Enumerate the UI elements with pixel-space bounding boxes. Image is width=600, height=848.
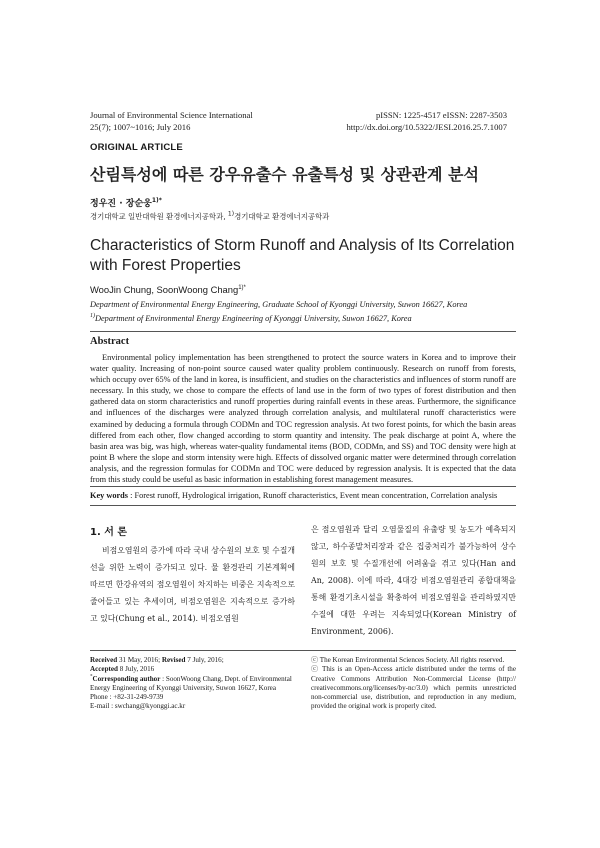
revised-label: Revised — [161, 656, 186, 664]
footnote-divider — [90, 650, 516, 651]
authors-english — [90, 284, 246, 295]
section-1-left-column: 비점오염원의 증가에 따라 국내 상수원의 보호 및 수질개선을 위한 노력이 증가되고 있다. 물 환경관리 기본계획에 따르면 한강유역의 점오염원이 차지하는 비중은 지속적으로 줄어들고 있는 추세이며, 비점오염원은 지속적으로 증가하고 있다(Chung et al., 2014). 비점오염원 — [90, 546, 295, 623]
accepted-line — [90, 665, 295, 674]
issn: pISSN: 1225-4517 eISSN: 2287-3503 — [375, 110, 507, 120]
affiliation-english-2 — [90, 314, 520, 323]
footnote-license — [311, 656, 516, 712]
received-date: 31 May, 2016; — [117, 656, 162, 664]
corresponding-text: : SoonWoong Chang, Dept. of Environmental Energy Engineering of Kyonggi University, Suwon 16627, Korea — [90, 674, 292, 692]
authors-korean-mark: 1)* — [151, 197, 162, 204]
authors-korean — [90, 196, 162, 209]
abstract-text: Environmental policy implementation has been strengthened to protect the source waters in Korea and to improve their water quality. Increasing of non-point source caused water quality problem continuously. Research on runoff from forests, which occupy over 65% of the land in korea, is insufficient, and studies on the characteristics and influences of storm runoff are necessary. In this study, we chose to compare the effects of land use in the form of two types of forest distribution and then gathered data on storm characteristics and runoff properties during rainfall events in these areas. Furthermore, the significance and influences of the discharges were analyzed through correlation analysis, and multilateral runoff characteristics were examined by deducing a formula through CODMn and TOC regression analysis. At two forest points, for which the basin areas differed from each other, flow changed according to storm quantity and intensity. The peak discharge at point A, where the basin area was big, was high, whereas water-quality fundamental items (BOD, CODMn, and SS) and TOC density were high at point B where the slope and storm intensity were high. Effects of dissolved organic matter were determined through correlation analysis, and the regression formulas for CODMn and TOC were deduced by regression analysis. It is expected that the data from this study could be useful as basic information in establishing forest management measures. — [90, 353, 516, 485]
email[interactable]: E-mail : swchang@kyonggi.ac.kr — [90, 702, 186, 711]
phone: Phone : +82-31-249-9739 — [90, 693, 164, 702]
accepted-label: Accepted — [90, 665, 118, 674]
license-notice: ⓒ This is an Open-Access article distributed under the terms of the Creative Commons Attribution Non-Commercial License (http:// creativecommons.org/licenses/by-nc/3.0) which permits unrestricted non-commercial use, distribution, and reproduction in any medium, provided the original work is properly cited. — [311, 665, 516, 711]
keywords-bottom-divider — [90, 505, 516, 506]
keywords — [90, 491, 516, 500]
section-1-heading: 1. 서 론 — [90, 527, 128, 538]
authors-english-names: WooJin Chung, SoonWoong Chang — [90, 284, 239, 295]
affiliation-english-1 — [90, 300, 520, 309]
corresponding-label: Corresponding author — [92, 674, 161, 683]
corresponding-mark: * — [90, 674, 93, 680]
affiliation-korean-mark: 1) — [227, 210, 235, 218]
abstract-heading: Abstract — [90, 336, 130, 347]
copyright-notice: ⓒ The Korean Environmental Sciences Society. All rights reserved. — [311, 656, 505, 664]
corresponding-author — [90, 675, 295, 694]
journal-info — [90, 110, 253, 133]
affiliation-english-2-mark: 1) — [90, 313, 95, 320]
affiliation-english-1-text: Department of Environmental Energy Engineering, Graduate School of Kyonggi University, Suwon 16627, Korea — [90, 300, 468, 309]
affiliation-english-2-text: Department of Environmental Energy Engineering of Kyonggi University, Suwon 16627, Korea — [95, 314, 412, 323]
journal-name: Journal of Environmental Science International — [90, 110, 253, 120]
keywords-top-divider — [90, 486, 516, 487]
affiliation-korean-1: 경기대학교 일반대학원 환경에너지공학과, — [90, 212, 228, 221]
doi-link[interactable]: http://dx.doi.org/10.5322/JESI.2016.25.7.1007 — [346, 121, 507, 132]
article-type: ORIGINAL ARTICLE — [90, 142, 183, 153]
title-english: Characteristics of Storm Runoff and Analysis of Its Correlation with Forest Properties — [90, 237, 515, 274]
accepted-date: 8 July, 2016 — [117, 665, 155, 674]
affiliation-korean — [90, 211, 329, 222]
abstract-top-divider — [90, 331, 516, 332]
journal-issue: 25(7); 1007~1016; July 2016 — [90, 121, 191, 132]
title-korean: 산림특성에 따른 강우유출수 유출특성 및 상관관계 분석 — [90, 165, 479, 184]
authors-english-mark: 1)* — [238, 284, 246, 291]
revised-date: 7 July, 2016; — [185, 656, 224, 664]
keywords-text: : Forest runoff, Hydrological irrigation, Runoff characteristics, Event mean concentration, Correlation analysis — [128, 491, 498, 500]
section-1-right-column: 은 점오염원과 달리 오염물질의 유출량 및 농도가 예측되지 않고, 하수종말처리장과 같은 집중처리가 불가능하여 상수원의 보호 및 수질개선에 어려움을 겪고 있다(Han and An, 2008). 이에 따라, 4대강 비점오염원관리 종합대책을 통해 환경기초시설을 확충하여 비점오염원을 관리하였지만 수질에 대한 우려는 지속되었다(Korean Ministry of Environment, 2006). — [311, 525, 516, 636]
keywords-label: Key words — [90, 491, 129, 500]
authors-korean-names: 정우진 · 장순웅 — [90, 199, 152, 209]
footnote-dates-contact — [90, 656, 295, 712]
received-label: Received — [90, 656, 118, 664]
journal-identifiers — [346, 110, 507, 133]
affiliation-korean-2: 경기대학교 환경에너지공학과 — [234, 212, 330, 221]
received-revised-line — [90, 656, 295, 665]
